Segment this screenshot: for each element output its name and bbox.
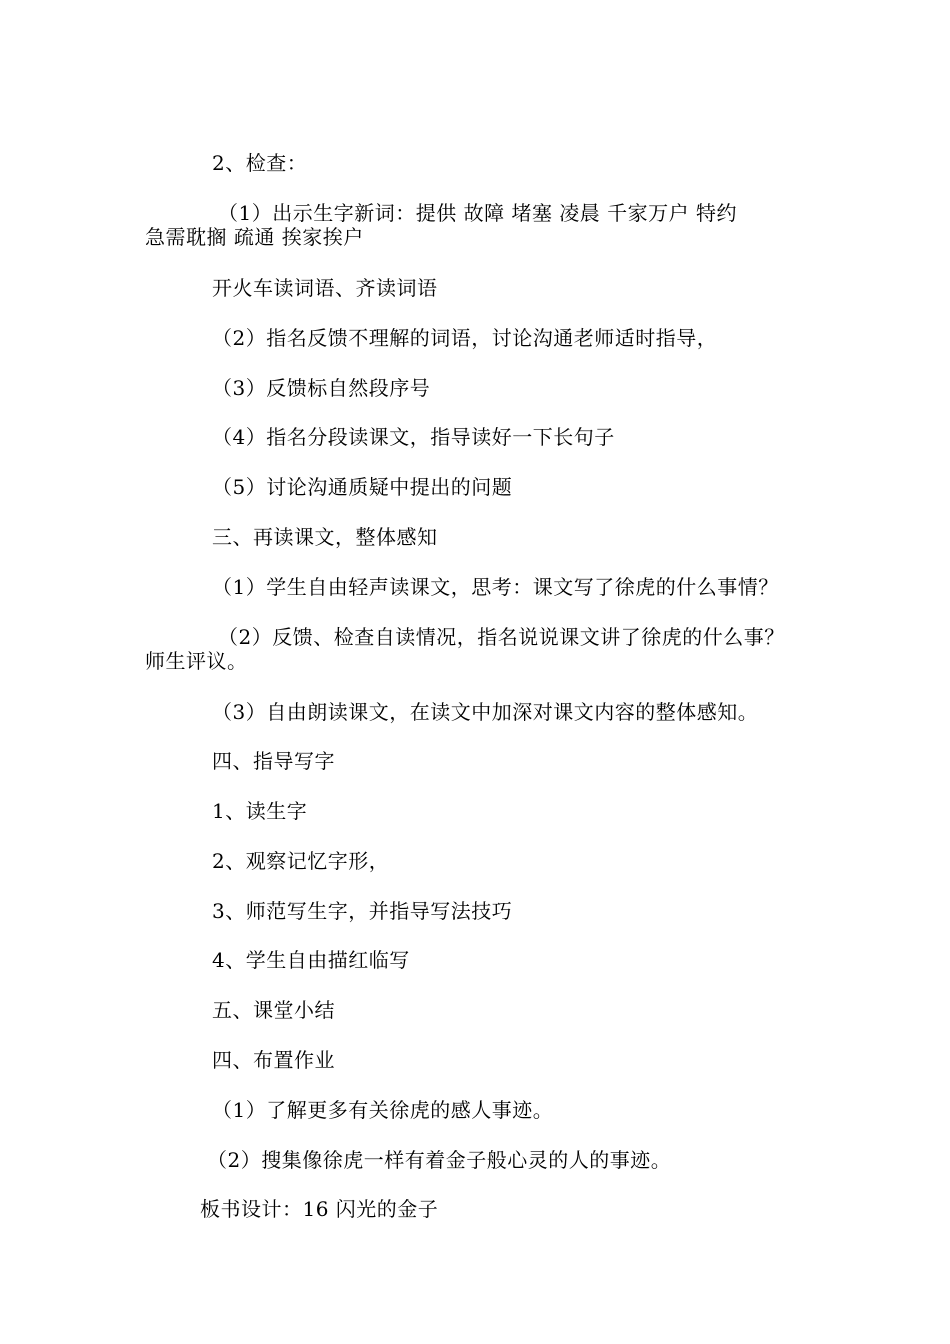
writing-step-4: 4、学生自由描红临写 — [212, 948, 410, 972]
new-words-paragraph — [145, 201, 825, 249]
read-words-line: 开火车读词语、齐读词语 — [212, 276, 438, 300]
homework-item-1: （1）了解更多有关徐虎的感人事迹。 — [212, 1098, 554, 1122]
writing-step-1: 1、读生字 — [212, 799, 308, 823]
paragraph-number-line: （3）反馈标自然段序号 — [212, 376, 431, 400]
aloud-reading-line: （3）自由朗读课文，在读文中加深对课文内容的整体感知。 — [212, 700, 759, 724]
section-writing-heading: 四、指导写字 — [212, 749, 335, 773]
feedback-words-line: （2）指名反馈不理解的词语，讨论沟通老师适时指导， — [212, 326, 718, 350]
feedback-reading-line-1: （2）反馈、检查自读情况，指名说说课文讲了徐虎的什么事？ — [218, 625, 785, 649]
section-reading-line: （4）指名分段读课文，指导读好一下长句子 — [212, 425, 615, 449]
new-words-line-1: （1）出示生字新词：提供 故障 堵塞 凌晨 千家万户 特约 — [218, 201, 738, 225]
feedback-reading-paragraph — [145, 625, 825, 673]
discuss-questions-line: （5）讨论沟通质疑中提出的问题 — [212, 475, 513, 499]
homework-item-2: （2）搜集像徐虎一样有着金子般心灵的人的事迹。 — [207, 1148, 672, 1172]
section-homework-heading: 四、布置作业 — [212, 1048, 335, 1072]
new-words-line-2: 急需耽搁 疏通 挨家挨户 — [145, 225, 364, 249]
free-reading-line: （1）学生自由轻声读课文，思考：课文写了徐虎的什么事情？ — [212, 575, 779, 599]
board-design-line: 板书设计：16 闪光的金子 — [200, 1197, 439, 1221]
section-check-heading: 2、检查： — [212, 151, 308, 175]
writing-step-2: 2、观察记忆字形， — [212, 849, 390, 873]
section-reread-heading: 三、再读课文，整体感知 — [212, 525, 438, 549]
writing-step-3: 3、师范写生字，并指导写法技巧 — [212, 899, 513, 923]
feedback-reading-line-2: 师生评议。 — [145, 649, 248, 673]
section-summary-heading: 五、课堂小结 — [212, 998, 335, 1022]
